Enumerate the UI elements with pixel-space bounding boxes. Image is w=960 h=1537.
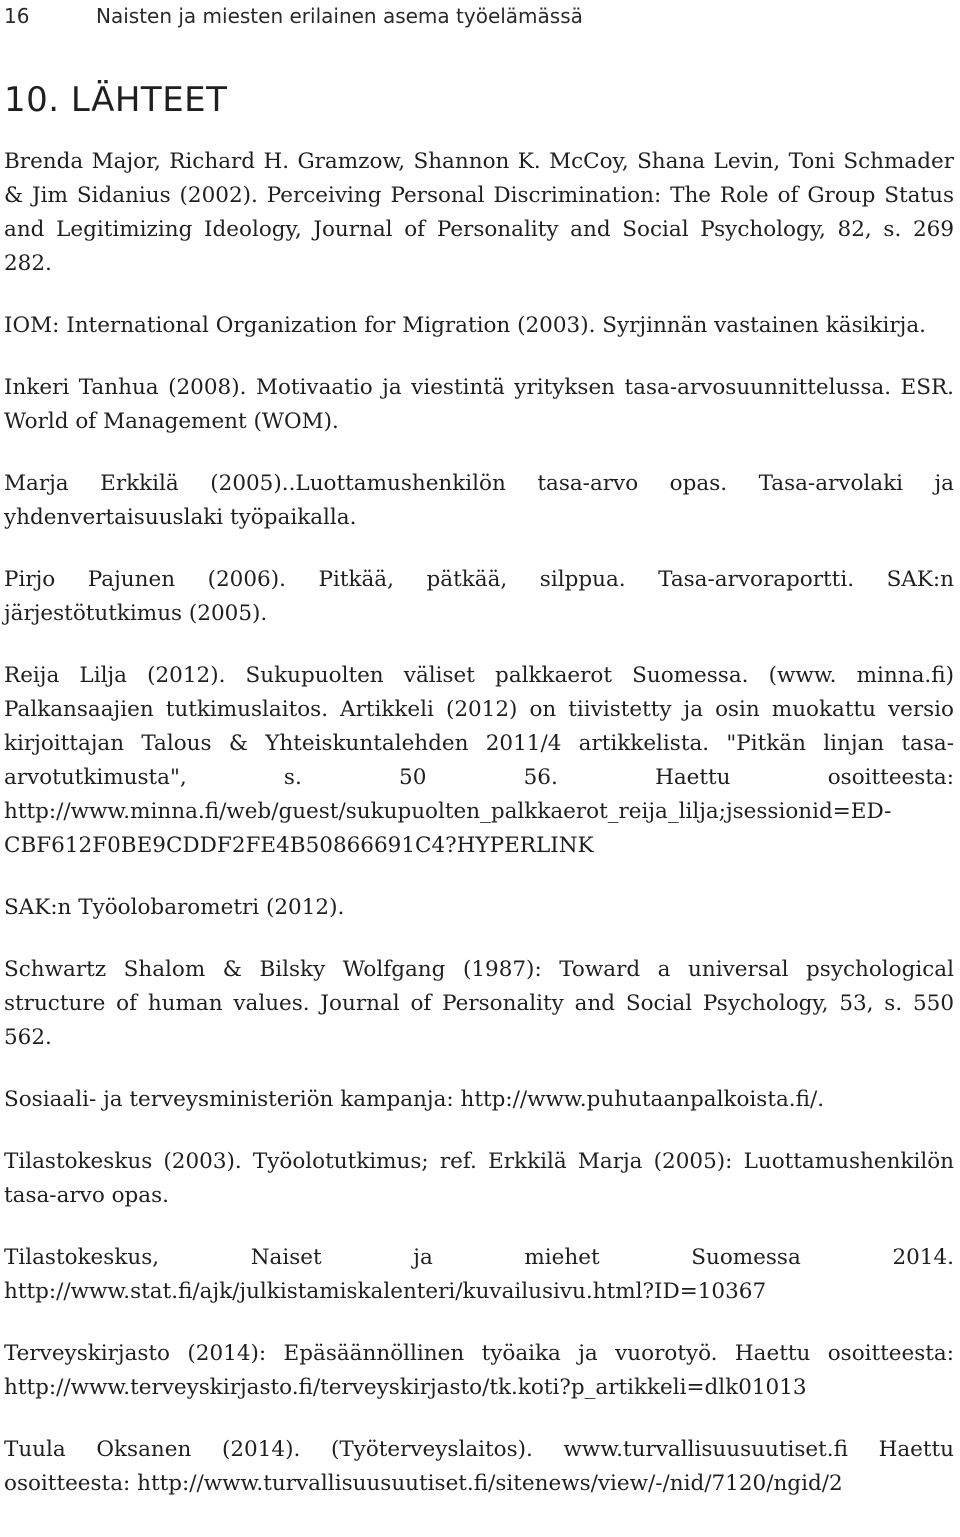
reference-item	[4, 1241, 954, 1309]
reference-list	[4, 145, 954, 1529]
reference-text: Marja Erkkilä (2005)..Luottamushenkilön tasa-arvo opas. Tasa-arvolaki ja yhdenvertaisuuslaki työpaikalla.	[4, 471, 954, 530]
reference-item	[4, 1083, 954, 1117]
reference-item	[4, 563, 954, 631]
reference-text: Brenda Major, Richard H. Gramzow, Shannon K. McCoy, Shana Levin, Toni Schmader & Jim Sidanius (2002). Perceiving Personal Discrimination: The Role of Group Status and Legitimizing Ideology, Journal of Personality and Social Psychology, 82, s. 269 282.	[4, 149, 954, 276]
reference-text: IOM: International Organization for Migration (2003). Syrjinnän vastainen käsikirja.	[4, 313, 926, 338]
section-title: 10. LÄHTEET	[4, 80, 228, 120]
reference-text: Tilastokeskus, Naiset ja miehet Suomessa 2014. http://www.stat.fi/ajk/julkistamiskalenteri/kuvailusivu.html?ID=10367	[4, 1245, 954, 1304]
reference-text: Tilastokeskus (2003). Työolotutkimus; ref. Erkkilä Marja (2005): Luottamushenkilön tasa-arvo opas.	[4, 1149, 954, 1208]
reference-text: Schwartz Shalom & Bilsky Wolfgang (1987): Toward a universal psychological structure of human values. Journal of Personality and Social Psychology, 53, s. 550 562.	[4, 957, 954, 1050]
reference-item	[4, 1337, 954, 1405]
reference-text: SAK:n Työolobarometri (2012).	[4, 895, 345, 920]
reference-item	[4, 309, 954, 343]
reference-item	[4, 953, 954, 1055]
reference-text: Terveyskirjasto (2014): Epäsäännöllinen työaika ja vuorotyö. Haettu osoitteesta: http://www.terveyskirjasto.fi/terveyskirjasto/tk.koti?p_artikkeli=dlk01013	[4, 1341, 954, 1400]
reference-text: Sosiaali- ja terveysministeriön kampanja: http://www.puhutaanpalkoista.fi/.	[4, 1087, 825, 1112]
reference-item	[4, 1145, 954, 1213]
reference-item	[4, 891, 954, 925]
reference-item	[4, 467, 954, 535]
reference-text: Reija Lilja (2012). Sukupuolten väliset palkkaerot Suomessa. (www. minna.fi) Palkansaajien tutkimuslaitos. Artikkeli (2012) on tiivistetty ja osin muokattu versio kirjoittajan Talous & Yhteiskuntalehden 2011/4 artikkelista. "Pitkän linjan tasa-arvotutkimusta", s. 50 56. Haettu osoitteesta: http://www.minna.fi/web/guest/sukupuolten_palkkaerot_reija_lilja;jsessionid=ED-CBF612F0BE9CDDF2FE4B50866691C4?HYPERLINK	[4, 663, 954, 858]
running-header	[4, 4, 950, 28]
reference-text: Inkeri Tanhua (2008). Motivaatio ja viestintä yrityksen tasa-arvosuunnittelussa. ESR. World of Management (WOM).	[4, 375, 954, 434]
reference-text: Tuula Oksanen (2014). (Työterveyslaitos). www.turvallisuusuutiset.fi Haettu osoitteesta: http://www.turvallisuusuutiset.fi/sitenews/view/-/nid/7120/ngid/2	[4, 1437, 954, 1496]
reference-text: Pirjo Pajunen (2006). Pitkää, pätkää, silppua. Tasa-arvoraportti. SAK:n järjestötutkimus (2005).	[4, 567, 954, 626]
reference-item	[4, 371, 954, 439]
reference-item	[4, 659, 954, 863]
reference-item	[4, 145, 954, 281]
page-number: 16	[4, 4, 30, 28]
reference-item	[4, 1433, 954, 1501]
running-title: Naisten ja miesten erilainen asema työelämässä	[96, 4, 583, 28]
